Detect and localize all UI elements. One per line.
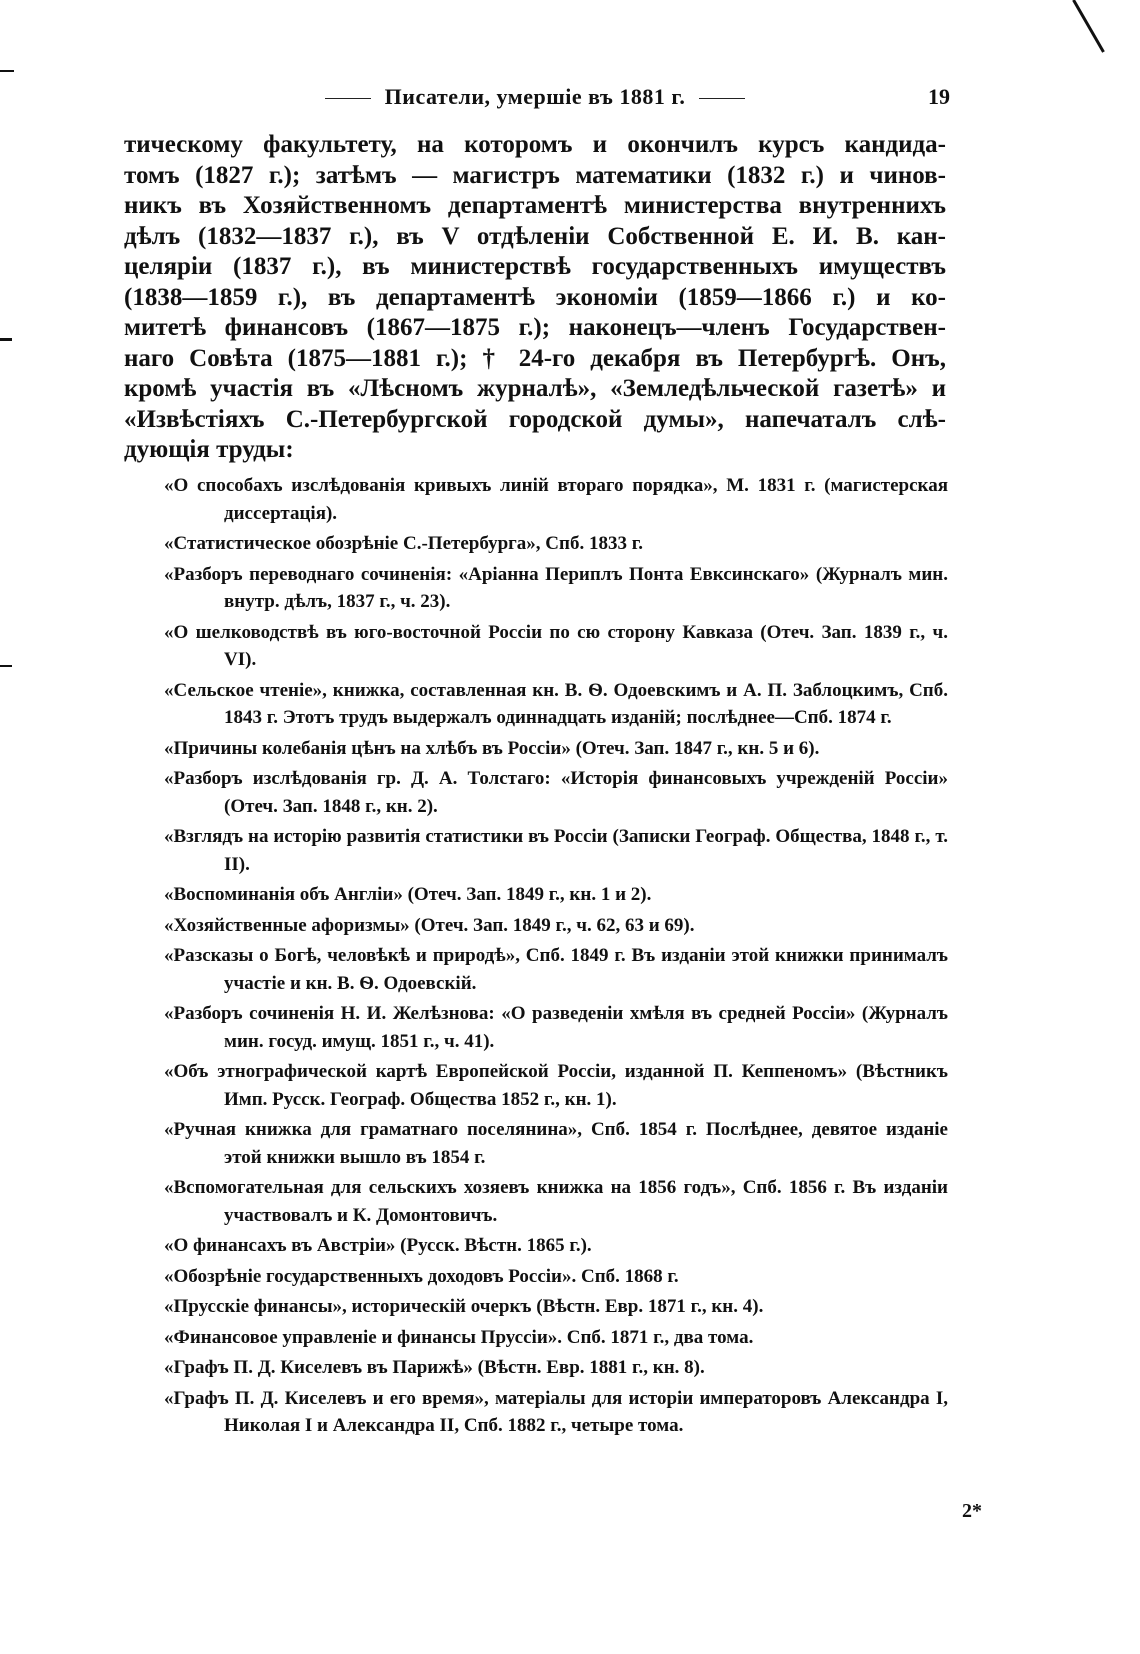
work-entry: «Вспомогательная для сельскихъ хозяевъ книжка на 1856 годъ», Спб. 1856 г. Въ изданіи участвовалъ и К. Домонтовичъ.	[164, 1177, 948, 1226]
work-entry: «Прусскіе финансы», историческій очеркъ (Вѣстн. Евр. 1871 г., кн. 4).	[164, 1296, 764, 1317]
intro-line: дѣлъ (1832—1837 г.), въ V отдѣленіи Собственной Е. И. В. кан-	[124, 222, 946, 250]
scan-mark-left-1	[0, 70, 14, 72]
intro-line: (1838—1859 г.), въ департаментѣ экономіи (1859—1866 г.) и ко-	[124, 283, 946, 311]
work-entry: «Графъ П. Д. Киселевъ и его время», матеріалы для исторіи императоровъ Александра I, Николая I и Александра II, Спб. 1882 г., четыре тома.	[164, 1387, 948, 1436]
work-entry: «Разборъ изслѣдованія гр. Д. А. Толстаго: «Исторія финансовыхъ учрежденій Россіи» (Отеч. Зап. 1848 г., кн. 2).	[164, 768, 948, 817]
work-entry: «Причины колебанія цѣнъ на хлѣбъ въ Россіи» (Отеч. Зап. 1847 г., кн. 5 и 6).	[164, 737, 820, 759]
work-entry: «Ручная книжка для граматнаго поселянина», Спб. 1854 г. Послѣднее, девятое изданіе этой книжки вышло въ 1854 г.	[164, 1119, 948, 1168]
header-title-wrap	[120, 84, 950, 110]
work-entry: «О способахъ изслѣдованія кривыхъ линій втораго порядка», М. 1831 г. (магистерская диссертація).	[164, 475, 948, 524]
work-entry: «Сельское чтеніе», книжка, составленная кн. В. Ѳ. Одоевскимъ и А. П. Заблоцкимъ, Спб. 1843 г. Этотъ трудъ выдержалъ одиннадцать изданій; послѣднее—Спб. 1874 г.	[164, 679, 948, 728]
intro-line: целяріи (1837 г.), въ министерствѣ государственныхъ имуществъ	[124, 253, 946, 280]
works-list	[164, 472, 948, 1443]
page-number: 19	[928, 84, 950, 109]
work-entry: «Разборъ сочиненія Н. И. Желѣзнова: «О разведеніи хмѣля въ средней Россіи» (Журналъ мин. госуд. имущ. 1851 г., ч. 41).	[164, 1003, 948, 1052]
scan-mark-left-2	[0, 338, 12, 341]
work-entry: «Разборъ переводнаго сочиненія: «Аріанна Периплъ Понта Евксинскаго» (Журналъ мин. внутр. дѣлъ, 1837 г., ч. 23).	[164, 563, 948, 612]
work-entry: «Статистическое обозрѣніе С.-Петербурга», Спб. 1833 г.	[164, 533, 643, 554]
work-entry: «Финансовое управленіе и финансы Пруссіи». Спб. 1871 г., два тома.	[164, 1326, 754, 1348]
work-entry: «Объ этнографической картѣ Европейской Россіи, изданной П. Кеппеномъ» (Вѣстникъ Имп. Русск. Географ. Общества 1852 г., кн. 1).	[164, 1061, 948, 1110]
work-entry: «Графъ П. Д. Киселевъ въ Парижѣ» (Вѣстн. Евр. 1881 г., кн. 8).	[164, 1357, 705, 1378]
intro-line: томъ (1827 г.); затѣмъ — магистръ математики (1832 г.) и чинов-	[124, 161, 946, 189]
intro-line: дующія труды:	[124, 436, 294, 463]
work-entry: «Разсказы о Богѣ, человѣкѣ и природѣ», Спб. 1849 г. Въ изданіи этой книжки принималъ участіе и кн. В. Ѳ. Одоевскій.	[164, 945, 948, 994]
intro-line: наго Совѣта (1875—1881 г.); † 24-го декабря въ Петербургѣ. Онъ,	[124, 344, 946, 372]
intro-line: тическому факультету, на которомъ и окончилъ курсъ кандида-	[124, 131, 946, 158]
intro-line: кромѣ участія въ «Лѣсномъ журналѣ», «Земледѣльческой газетѣ» и	[124, 375, 946, 402]
intro-line: никъ въ Хозяйственномъ департаментѣ министерства внутреннихъ	[124, 192, 946, 219]
intro-line: «Извѣстіяхъ С.-Петербургской городской думы», напечаталъ слѣ-	[124, 405, 946, 433]
scan-mark-left-3	[0, 665, 12, 667]
header-dash-left	[325, 98, 371, 99]
header-title: Писатели, умершіе въ 1881 г.	[384, 84, 686, 109]
intro-paragraph	[124, 130, 946, 466]
header-dash-right	[699, 98, 745, 99]
work-entry: «О шелководствѣ въ юго-восточной Россіи по сю сторону Кавказа (Отеч. Зап. 1839 г., ч. VI).	[164, 621, 948, 670]
signature-mark: 2*	[962, 1500, 982, 1522]
scan-mark-top-right	[1072, 0, 1105, 53]
work-entry: «Хозяйственные афоризмы» (Отеч. Зап. 1849 г., ч. 62, 63 и 69).	[164, 914, 695, 936]
work-entry: «Обозрѣніе государственныхъ доходовъ Россіи». Спб. 1868 г.	[164, 1265, 679, 1287]
running-header	[120, 84, 950, 114]
work-entry: «Взглядъ на исторію развитія статистики въ Россіи (Записки Географ. Общества, 1848 г., т. II).	[164, 826, 948, 875]
work-entry: «О финансахъ въ Австріи» (Русск. Вѣстн. 1865 г.).	[164, 1235, 592, 1256]
work-entry: «Воспоминанія объ Англіи» (Отеч. Зап. 1849 г., кн. 1 и 2).	[164, 884, 652, 905]
intro-line: митетѣ финансовъ (1867—1875 г.); наконецъ—членъ Государствен-	[124, 314, 946, 341]
